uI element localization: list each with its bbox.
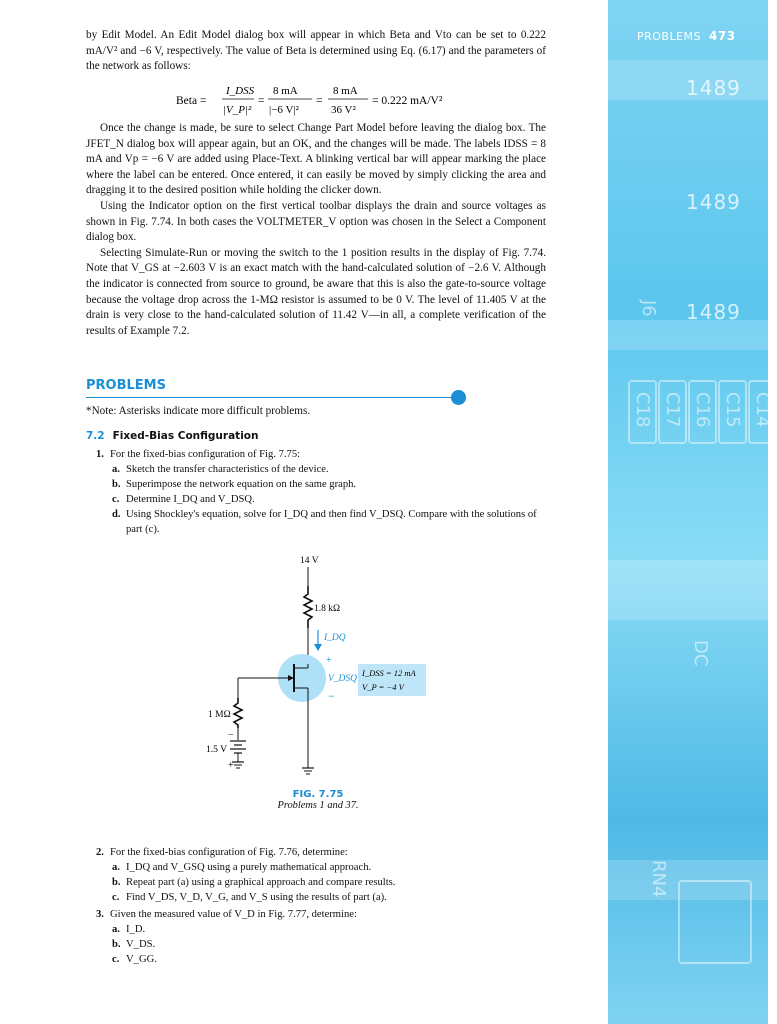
figure-caption-text: Problems 1 and 37. [277, 800, 359, 811]
problems-rule [86, 397, 456, 398]
drain-current-label: I_DQ [324, 633, 346, 643]
problem-1b: Superimpose the network equation on the same graph. [126, 479, 357, 490]
problem-1c: Determine I_DQ and V_DSQ. [126, 494, 255, 505]
problem-2-number: 2. [96, 847, 104, 858]
svg-text:=: = [258, 95, 265, 107]
strip-label-c15: C15 [722, 392, 743, 428]
svg-text:=: = [316, 95, 323, 107]
page-number: 473 [709, 29, 736, 43]
section-heading [86, 430, 258, 442]
vds-plus: + [326, 655, 332, 666]
problem-3-text: Given the measured value of V_D in Fig. 7.77, determine: [110, 909, 357, 920]
strip-label-rn4: RN4 [648, 860, 669, 898]
paragraph-change-part: Once the change is made, be sure to select Change Part Model before leaving the dialog box. The JFET_N dialog box will appear again, but an OK, and the changes will be made. The labels IDSS = 8 mA and Vp = −6 V are added using Place-Text. A blinking vertical bar will appear marking the place where the label can be entered. Once entered, it can easily be moved by simply clicking the area and dragging it to the desired position while holding the clicker down. [86, 122, 546, 197]
paragraph-simulate: Selecting Simulate-Run or moving the switch to the 1 position results in the display of Fig. 7.74. Note that V_GS at −2.603 V is an exact match with the hand-calculated solution of −2.6 V. Although the indicator is connected from source to ground, be aware that this is also the gate-to-source voltage because the voltage drop across the 1-MΩ resistor is assumed to be 0 V. The level of 11.405 V at the drain is very close to the hand-calculated solution of 11.42 V—in all, a complete verification of the results of Example 7.2. [86, 246, 546, 337]
figure-label: FIG. 7.75 [292, 789, 344, 800]
fig-7-75-circuit [190, 548, 450, 788]
strip-code-2: 1489 [686, 190, 741, 214]
problems-heading: PROBLEMS [86, 378, 166, 393]
problem-2-text: For the fixed-bias configuration of Fig. 7.76, determine: [110, 847, 348, 858]
figure-caption [276, 789, 360, 811]
problem-3: 3. Given the measured value of V_D in Fig. 7.77, determine: a. I_D. b. V_DS. c. V_GG. [96, 909, 357, 965]
problem-2a: I_DQ and V_GSQ using a purely mathematical approach. [126, 862, 372, 873]
section-number: 7.2 [86, 430, 105, 442]
problem-3-number: 3. [96, 909, 104, 920]
decorative-circuit-board-strip [608, 0, 773, 1024]
battery-minus: − [228, 730, 234, 741]
problem-2b: Repeat part (a) using a graphical approach and compare results. [126, 877, 396, 888]
battery-voltage-label: 1.5 V [206, 745, 227, 755]
problem-1: 1. For the fixed-bias configuration of Fig. 7.75: a. Sketch the transfer characteristics of the device. b. Superimpose the network equation on the same graph. c. Determine I_DQ and V_DSQ. d. Using Shockley's equation, solve for I_DQ and then find V_DSQ. Compare with the solutions of part (c). [96, 447, 546, 537]
eq-num3: 8 mA [333, 85, 358, 97]
problem-3a: I_D. [126, 924, 146, 935]
gate-resistor [234, 698, 242, 728]
beta-equation [176, 80, 476, 120]
strip-label-c17: C17 [662, 392, 683, 428]
eq-lhs: Beta = [176, 95, 207, 107]
eq-num2: 8 mA [273, 85, 298, 97]
strip-label-c14: C14 [752, 392, 773, 428]
paragraph-indicator: Using the Indicator option on the first vertical toolbar displays the drain and source voltages as shown in Fig. 7.74. In both cases the VOLTMETER_V option was chosen in the Select a Component dialog box. [86, 199, 546, 244]
strip-label-c16: C16 [692, 392, 713, 428]
paragraph-edit-model: by Edit Model. An Edit Model dialog box will appear in which Beta and Vto can be set to 0.222 mA/V² and −6 V, respectively. The value of Beta is determined using Eq. (6.17) and the parameters of the network as follows: [86, 29, 546, 73]
eq-den1: |V_P|² [223, 104, 252, 116]
spec-idss: I_DSS = 12 mA [362, 668, 416, 678]
asterisk-note: *Note: Asterisks indicate more difficult problems. [86, 405, 311, 417]
problems-bullet-dot [451, 390, 466, 405]
drain-resistor [304, 586, 312, 628]
problem-3c: V_GG. [126, 954, 157, 965]
strip-code-3: 1489 [686, 300, 741, 324]
strip-code-1: 1489 [686, 76, 741, 100]
problem-1-text: For the fixed-bias configuration of Fig. 7.75: [110, 449, 301, 460]
strip-label-dc: DC [690, 640, 711, 667]
eq-den2: |−6 V|² [269, 104, 299, 116]
problem-3b: V_DS. [126, 939, 156, 950]
drain-resistor-label: 1.8 kΩ [314, 604, 341, 614]
section-title: Fixed-Bias Configuration [112, 430, 259, 442]
supply-voltage-label: 14 V [300, 556, 319, 566]
body-paragraph-1 [86, 28, 546, 75]
battery-plus: + [228, 760, 234, 771]
eq-result: = 0.222 mA/V² [372, 95, 443, 107]
spec-vp: V_P = −4 V [362, 682, 404, 692]
gate-resistor-label: 1 MΩ [208, 710, 231, 720]
eq-den3: 36 V² [331, 104, 356, 116]
running-head-section: PROBLEMS [637, 30, 702, 43]
running-head [637, 29, 736, 43]
problem-1a: Sketch the transfer characteristics of the device. [126, 464, 329, 475]
vds-label: V_DSQ [328, 674, 358, 684]
vds-minus: − [328, 689, 335, 703]
problem-1-number: 1. [96, 449, 104, 460]
problem-1d: Using Shockley's equation, solve for I_DQ and then find V_DSQ. Compare with the solutions of part (c). [126, 509, 537, 535]
problem-2c: Find V_DS, V_D, V_G, and V_S using the results of part (a). [126, 892, 387, 903]
beta-equation-svg [176, 80, 476, 124]
problem-2: 2. For the fixed-bias configuration of Fig. 7.76, determine: a. I_DQ and V_GSQ using a purely mathematical approach. b. Repeat part (a) using a graphical approach and compare results. c. Find V_DS, V_D, V_G, and V_S using the results of part (a). [96, 847, 396, 903]
eq-num1: I_DSS [226, 85, 255, 97]
strip-label-c18: C18 [632, 392, 653, 428]
strip-label-j6: J6 [638, 300, 659, 317]
body-paragraphs [86, 121, 546, 339]
